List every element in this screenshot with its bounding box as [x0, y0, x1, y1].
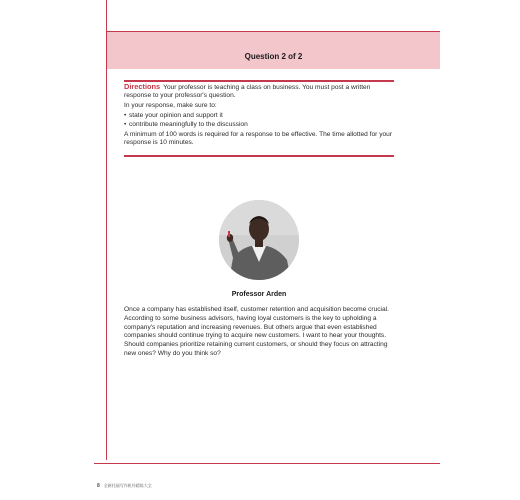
directions-bottom-rule	[124, 155, 394, 157]
directions-top-rule	[124, 80, 394, 82]
directions-label: Directions	[124, 82, 161, 91]
professor-name: Professor Arden	[231, 291, 287, 298]
directions-bullets	[124, 112, 394, 129]
header-band	[107, 32, 440, 69]
bullet-icon: •	[124, 112, 127, 120]
page-number: 8	[97, 483, 100, 489]
directions-intro	[124, 83, 394, 101]
list-item: • state your opinion and support it	[124, 112, 223, 120]
footer-rule	[94, 463, 440, 464]
professor-avatar	[219, 200, 299, 280]
professor-prompt: Once a company has established itself, customer retention and acquisition become crucial. According to some business advisors, having loyal customers is the key to upholding a company's reputation and increasing revenues. But others argue that even established companies should continue trying to acquire new customers. I want to hear your thoughts. Should companies prioritize retaining current customers, or should they focus on attracting new ones? Why do you think so?	[124, 306, 389, 357]
professor-photo-icon	[219, 200, 299, 280]
page-footer	[97, 483, 152, 489]
directions-note: A minimum of 100 words is required for a response to be effective. The time allotted for your response is 10 minutes.	[124, 130, 393, 146]
bullet-icon: •	[124, 120, 127, 128]
directions-intro-text: Your professor is teaching a class on business. You must post a written response to your professor's question.	[124, 84, 371, 100]
list-item: • contribute meaningfully to the discussion	[124, 120, 248, 128]
question-title: Question 2 of 2	[244, 52, 303, 61]
directions-block	[124, 83, 394, 149]
book-title: 全新托福写作机经精练大全	[103, 483, 152, 488]
directions-lead: In your response, make sure to:	[124, 102, 217, 110]
